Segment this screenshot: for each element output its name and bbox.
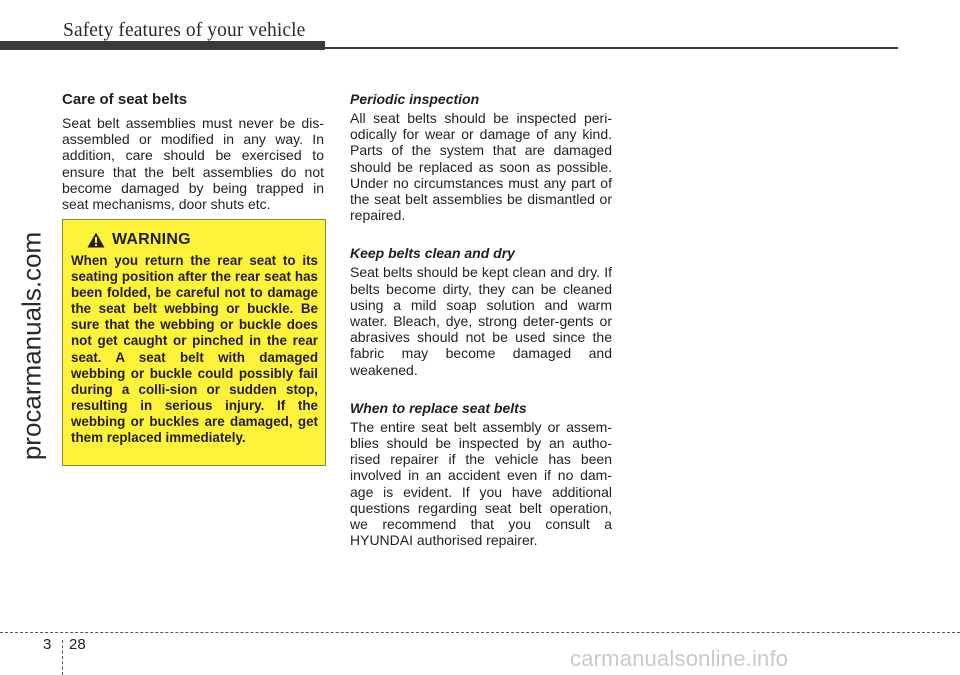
- footer-rule: [0, 632, 960, 633]
- spacer: [350, 223, 612, 245]
- chapter-number: 3: [43, 636, 52, 653]
- body-when-to-replace: The entire seat belt assembly or assem-blies should be inspected by an autho-rised repairer if the vehicle has been involved in an accident even if no dam-age is evident. If you have additional questions regarding seat belt operation, we recommend that you consult a HYUNDAI authorised repairer.: [350, 418, 612, 549]
- warning-box: [62, 219, 326, 466]
- subheading-keep-clean: Keep belts clean and dry: [350, 245, 515, 262]
- header-bar: [0, 41, 325, 50]
- page-header-title: Safety features of your vehicle: [63, 20, 306, 41]
- warning-title: WARNING: [112, 231, 191, 248]
- footer-divider: [62, 640, 63, 675]
- warning-header: [87, 230, 318, 250]
- warning-text: When you return the rear seat to its seating position after the rear seat has been folded, be careful not to damage the seat belt webbing or buckle. Be sure that the webbing or buckle does not get caught or pinched in the rear seat. A seat belt with damaged webbing or buckle could possibly fail during a colli-sion or sudden stop, resulting in serious injury. If the webbing or buckles are damaged, get them replaced immediately.: [71, 253, 318, 446]
- subheading-periodic-inspection: Periodic inspection: [350, 91, 480, 107]
- side-watermark-text: procarmanuals.com: [16, 231, 47, 461]
- body-periodic-inspection: All seat belts should be inspected peri-odically for wear or damage of any kind. Parts of the system that are damaged should be replaced as soon as possible. Under no circumstances must any part of the seat belt assemblies be dismantled or repaired.: [350, 110, 612, 224]
- body-keep-clean: Seat belts should be kept clean and dry. If belts become dirty, they can be cleaned using a mild soap solution and warm water. Bleach, dye, strong deter-gents or abrasives should not be used since the fabric may become damaged and weakened.: [350, 264, 612, 378]
- section-heading-care: Care of seat belts: [62, 91, 188, 108]
- spacer: [350, 378, 612, 400]
- header-rule: [325, 47, 898, 49]
- footer-watermark: carmanualsonline.info: [570, 646, 789, 671]
- left-column: [62, 91, 324, 212]
- page-number: 28: [69, 636, 86, 653]
- warning-triangle-icon: [87, 232, 105, 248]
- section-body-care: Seat belt assemblies must never be dis-assembled or modified in any way. In addition, care should be exercised to ensure that the belt assemblies do not become damaged by being trapped in seat mechanisms, door shuts etc.: [62, 115, 324, 213]
- subheading-when-to-replace: When to replace seat belts: [350, 399, 527, 416]
- right-column: [350, 91, 612, 548]
